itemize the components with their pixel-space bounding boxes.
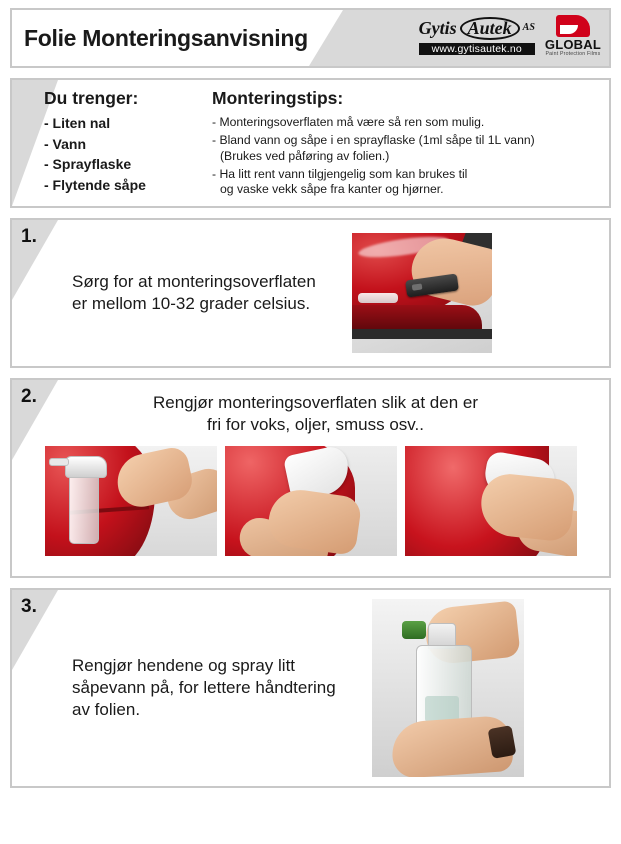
photo-hand-with-white-cloth-on-red-panel (225, 446, 397, 556)
global-logo-name: GLOBAL (544, 37, 601, 52)
list-item: - Flytende såpe (44, 176, 146, 193)
step-text-line: fri for voks, oljer, smuss osv.. (207, 415, 424, 435)
step-number: 3. (21, 596, 37, 617)
tip-text: - Ha litt rent vann tilgjengelig som kan brukes til (212, 166, 468, 181)
photo-hands-with-spray-bottle-of-soapy-water (372, 599, 524, 777)
requirements-title: Du trenger: (44, 88, 139, 108)
global-logo-tagline: Paint Protection Films (545, 50, 601, 57)
gytis-website-url: www.gytisautek.no (419, 43, 535, 56)
step-text-line: er mellom 10-32 grader celsius. (72, 294, 311, 313)
step-number: 1. (21, 226, 37, 247)
step-1-text (12, 271, 352, 315)
requirements-column (18, 88, 208, 200)
requirements-list (44, 115, 208, 193)
step-2-text (18, 388, 603, 436)
step-text-line: Rengjør monteringsoverflaten slik at den er (152, 393, 479, 412)
tip-text: - Bland vann og såpe i en sprayflaske (1ml såpe til 1L vann) (212, 133, 535, 148)
step-2-photos (18, 446, 603, 556)
tip-subtext: (Brukes ved påføring av folien.) (220, 148, 390, 163)
tip-text: - Monteringsoverflaten må være så ren som mulig. (212, 115, 485, 129)
list-item (212, 115, 603, 130)
step-panel-1 (10, 218, 611, 368)
gytis-logo-word-2: Autek (460, 17, 520, 40)
step-panel-3 (10, 588, 611, 788)
list-item: - Liten nal (44, 115, 111, 131)
photo-hand-wiping-red-panel-with-cloth (405, 446, 577, 556)
step-text-line: Rengjør hendene og spray litt (72, 655, 296, 675)
list-item: - Sprayflaske (44, 156, 132, 172)
step-text-line: Sørg for at monteringsoverflaten (72, 271, 316, 291)
brand-logos (419, 15, 601, 57)
step-3-text (12, 655, 372, 721)
photo-spray-bottle-against-red-car-panel (45, 446, 217, 556)
list-item: - Vann (44, 135, 87, 152)
step-number: 2. (21, 386, 37, 407)
requirements-panel (10, 78, 611, 208)
step-3-photos (372, 599, 524, 777)
page-title: Folie Monteringsanvisning (24, 24, 308, 51)
list-item (212, 167, 603, 198)
tip-subtext: og vaske vekk såpe fra kanter og hjørner. (220, 182, 444, 196)
step-text-line: av folien. (72, 700, 141, 720)
gytis-logo-word-1: Gytis (418, 18, 457, 39)
step-panel-2 (10, 378, 611, 578)
step-1-photos (352, 233, 492, 353)
tips-list (212, 115, 603, 197)
gytis-logo-suffix: AS (522, 22, 535, 34)
tips-column (208, 88, 603, 200)
document-header (10, 8, 611, 68)
photo-red-car-bumper-with-hand-holding-remote (352, 233, 492, 353)
step-text-line: såpevann på, for lettere håndtering (72, 677, 336, 697)
list-item (212, 133, 603, 164)
tips-title: Monteringstips: (212, 88, 344, 108)
global-logo (545, 15, 601, 57)
global-mark-icon (556, 15, 590, 37)
gytis-autek-logo (419, 17, 535, 56)
